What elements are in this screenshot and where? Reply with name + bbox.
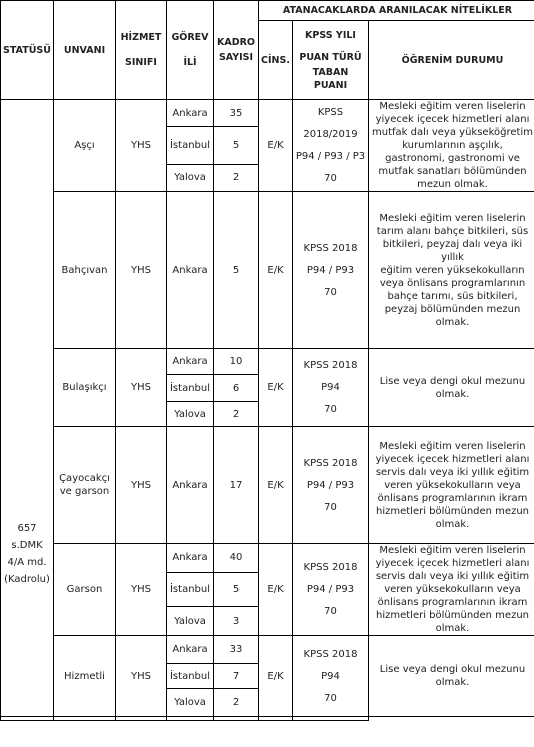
ogrenim-line: olmak. xyxy=(435,623,470,634)
ogrenim-line: servis dalı veya iki yıllık eğitim xyxy=(375,466,530,478)
kpss-line: KPSS 2018 xyxy=(303,360,358,371)
unvan-cell xyxy=(54,544,116,636)
ogrenim-line: olmak. xyxy=(435,388,470,400)
header-statusu: STATÜSÜ xyxy=(1,1,54,100)
header-gorev-ili xyxy=(167,1,214,100)
kadro-sayisi-cell: 35 xyxy=(214,100,259,127)
ogrenim-durumu-cell xyxy=(369,427,534,544)
cinsiyet-cell: E/K xyxy=(259,349,293,427)
kadro-sayisi-cell: 5 xyxy=(214,572,259,606)
kpss-line: KPSS 2018 xyxy=(303,562,358,573)
ogrenim-line: tarım alanı bahçe bitkileri, süs xyxy=(376,225,529,237)
kpss-line: P94 / P93 xyxy=(306,584,355,595)
kadro-sayisi-cell: 33 xyxy=(214,636,259,664)
kpss-cell xyxy=(293,427,369,544)
header-kadro-line: KADRO xyxy=(217,37,255,48)
empty-cell xyxy=(1,717,54,721)
ogrenim-line: hizmetleri bölümünden mezun xyxy=(375,505,529,517)
kpss-cell xyxy=(293,349,369,427)
gorev-ili-cell: Ankara xyxy=(167,100,214,127)
header-hizmet-sinifi xyxy=(116,1,167,100)
header-hizmet-line: SINIFI xyxy=(125,57,157,68)
cinsiyet-cell: E/K xyxy=(259,636,293,717)
empty-cell xyxy=(167,717,214,721)
header-gorev-line: İLİ xyxy=(183,57,197,68)
ogrenim-durumu-cell xyxy=(369,192,534,349)
ogrenim-line: mutfak dalı veya yükseköğretim xyxy=(372,127,533,138)
kpss-line: P94 / P93 / P3 xyxy=(295,151,366,162)
kpss-line: KPSS 2018 xyxy=(303,457,358,469)
kadro-sayisi-cell: 2 xyxy=(214,689,259,717)
kadro-sayisi-cell: 40 xyxy=(214,544,259,573)
ogrenim-line: veren yüksekokulların veya xyxy=(384,479,521,491)
status-line: 4/A md. xyxy=(7,557,47,568)
kadro-sayisi-cell: 6 xyxy=(214,375,259,402)
kadro-sayisi-cell: 10 xyxy=(214,349,259,375)
kpss-cell xyxy=(293,636,369,717)
hizmet-sinifi-cell: YHS xyxy=(116,544,167,636)
unvan-line: Aşçı xyxy=(74,140,95,151)
kpss-line: 70 xyxy=(324,404,337,415)
kpss-line: KPSS 2018 xyxy=(303,242,358,254)
gorev-ili-cell: Yalova xyxy=(167,689,214,717)
header-kpss-line: PUAN TÜRÜ xyxy=(299,51,362,63)
kpss-line: P94 xyxy=(321,670,340,682)
kpss-cell xyxy=(293,192,369,349)
unvan-line: Bahçıvan xyxy=(61,264,108,276)
ogrenim-durumu-cell xyxy=(369,544,534,636)
gorev-ili-cell: Yalova xyxy=(167,402,214,427)
cinsiyet-cell: E/K xyxy=(259,427,293,544)
header-kadro-sayisi xyxy=(214,1,259,100)
kpss-cell xyxy=(293,544,369,636)
header-cins: CİNS. xyxy=(259,21,293,100)
kadro-sayisi-cell: 17 xyxy=(214,427,259,544)
ogrenim-line: Mesleki eğitim veren liselerin xyxy=(379,212,526,224)
gorev-ili-cell: İstanbul xyxy=(167,375,214,402)
unvan-line: Hizmetli xyxy=(64,670,105,682)
kpss-line: 2018/2019 xyxy=(303,129,358,140)
header-gorev-line: GÖREV xyxy=(171,32,209,43)
kadro-sayisi-cell: 2 xyxy=(214,402,259,427)
unvan-line: Çayocakçı xyxy=(59,473,110,484)
header-group-nitelikler: ATANACAKLARDA ARANILACAK NİTELİKLER xyxy=(259,1,534,21)
kpss-line: KPSS 2018 xyxy=(303,648,358,660)
ogrenim-line: yiyecek içecek hizmetleri alanı xyxy=(375,114,530,125)
unvan-line: Bulaşıkçı xyxy=(62,382,107,393)
kpss-line: P94 / P93 xyxy=(306,479,355,491)
ogrenim-line: Mesleki eğitim veren liselerin xyxy=(379,101,526,112)
cinsiyet-cell: E/K xyxy=(259,192,293,349)
ogrenim-line: mezun olmak. xyxy=(417,179,488,190)
header-kpss-line: TABAN PUANI xyxy=(312,66,349,91)
header-ogrenim: ÖĞRENİM DURUMU xyxy=(369,21,534,100)
kpss-line: P94 / P93 xyxy=(306,264,355,276)
hizmet-sinifi-cell: YHS xyxy=(116,349,167,427)
kpss-line: P94 xyxy=(321,382,340,393)
ogrenim-line: servis dalı veya iki yıllık eğitim xyxy=(375,571,530,582)
unvan-cell xyxy=(54,636,116,717)
table-end-strip xyxy=(1,717,534,721)
gorev-ili-cell: Ankara xyxy=(167,192,214,349)
hizmet-sinifi-cell: YHS xyxy=(116,100,167,192)
cinsiyet-cell: E/K xyxy=(259,100,293,192)
table-row xyxy=(1,544,534,573)
empty-cell xyxy=(259,717,293,721)
ogrenim-line: gastronomi, gastronomi ve xyxy=(385,153,520,164)
cinsiyet-cell: E/K xyxy=(259,544,293,636)
kpss-line: 70 xyxy=(324,692,337,704)
empty-cell xyxy=(116,717,167,721)
ogrenim-line: peyzaj bölümünden mezun xyxy=(384,303,521,315)
kpss-line: 70 xyxy=(324,606,337,617)
kpss-line: 70 xyxy=(324,501,337,513)
gorev-ili-cell: Ankara xyxy=(167,349,214,375)
ogrenim-line: veya önlisans programlarının xyxy=(379,277,526,289)
gorev-ili-cell: İstanbul xyxy=(167,572,214,606)
unvan-cell xyxy=(54,349,116,427)
table-row xyxy=(1,349,534,375)
kadro-sayisi-cell: 2 xyxy=(214,164,259,191)
kadro-sayisi-cell: 5 xyxy=(214,192,259,349)
gorev-ili-cell: Ankara xyxy=(167,544,214,573)
empty-cell xyxy=(214,717,259,721)
header-row-1 xyxy=(1,1,534,21)
ogrenim-line: bitkileri, peyzaj dalı veya iki yıllık xyxy=(382,238,523,263)
kadro-sayisi-cell: 3 xyxy=(214,607,259,636)
ogrenim-line: yiyecek içecek hizmetleri alanı xyxy=(375,558,530,569)
ogrenim-line: Lise veya dengi okul mezunu xyxy=(379,664,526,675)
unvan-cell xyxy=(54,427,116,544)
ogrenim-line: olmak. xyxy=(435,316,470,328)
header-hizmet-line: HİZMET xyxy=(120,32,162,43)
kpss-line: KPSS xyxy=(317,107,344,118)
hizmet-sinifi-cell: YHS xyxy=(116,427,167,544)
table-row xyxy=(1,100,534,127)
header-kpss-line: KPSS YILI xyxy=(305,29,356,41)
ogrenim-line: olmak. xyxy=(435,518,470,530)
status-line: (Kadrolu) xyxy=(4,574,50,585)
unvan-cell xyxy=(54,192,116,349)
table-row xyxy=(1,192,534,349)
ogrenim-durumu-cell xyxy=(369,349,534,427)
header-kpss xyxy=(293,21,369,100)
table-row xyxy=(1,427,534,544)
ogrenim-line: yiyecek içecek hizmetleri alanı xyxy=(375,453,530,465)
gorev-ili-cell: Ankara xyxy=(167,636,214,664)
empty-cell xyxy=(54,717,116,721)
ogrenim-line: eğitim veren yüksekokulların xyxy=(380,264,525,276)
kpss-line: 70 xyxy=(324,173,337,184)
ogrenim-line: mutfak sanatları bölümünden xyxy=(378,166,527,177)
header-kadro-line: SAYISI xyxy=(218,52,254,63)
gorev-ili-cell: Ankara xyxy=(167,427,214,544)
gorev-ili-cell: Yalova xyxy=(167,607,214,636)
ogrenim-line: Lise veya dengi okul mezunu xyxy=(379,375,526,387)
ogrenim-line: Mesleki eğitim veren liselerin xyxy=(379,545,526,556)
ogrenim-line: önlisans programlarının ikram xyxy=(377,492,528,504)
ogrenim-line: Mesleki eğitim veren liselerin xyxy=(379,440,526,452)
table-row xyxy=(1,636,534,664)
ogrenim-line: hizmetleri bölümünden mezun xyxy=(375,610,529,621)
hizmet-sinifi-cell: YHS xyxy=(116,192,167,349)
gorev-ili-cell: İstanbul xyxy=(167,127,214,164)
unvan-cell xyxy=(54,100,116,192)
status-line: 657 xyxy=(17,523,37,534)
gorev-ili-cell: Yalova xyxy=(167,164,214,191)
ogrenim-line: kurumlarının aşçılık, xyxy=(402,140,503,151)
header-unvani: UNVANI xyxy=(54,1,116,100)
kpss-cell xyxy=(293,100,369,192)
kadro-sayisi-cell: 7 xyxy=(214,664,259,689)
ogrenim-line: veren yüksekokulların veya xyxy=(384,584,521,595)
ogrenim-line: önlisans programlarının ikram xyxy=(377,597,528,608)
status-line: s.DMK xyxy=(11,540,43,551)
ogrenim-durumu-cell xyxy=(369,100,534,192)
kadro-sayisi-cell: 5 xyxy=(214,127,259,164)
unvan-line: ve garson xyxy=(59,486,110,497)
ogrenim-line: bahçe tarımı, süs bitkileri, xyxy=(387,290,518,302)
ogrenim-line: olmak. xyxy=(435,677,470,688)
gorev-ili-cell: İstanbul xyxy=(167,664,214,689)
hizmet-sinifi-cell: YHS xyxy=(116,636,167,717)
empty-cell xyxy=(293,717,369,721)
unvan-line: Garson xyxy=(66,584,103,595)
ogrenim-durumu-cell xyxy=(369,636,534,717)
kpss-line: 70 xyxy=(324,286,337,298)
status-cell xyxy=(1,100,54,717)
